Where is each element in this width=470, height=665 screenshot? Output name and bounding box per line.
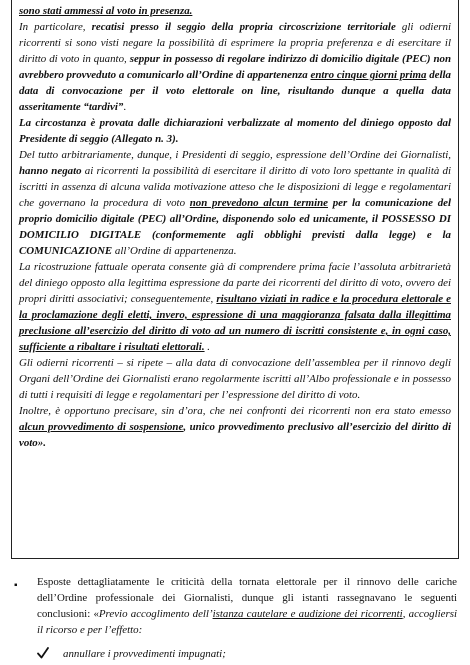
paragraph-5: La ricostruzione fattuale operata consente già di comprendere prima facie l’assoluta arbitrarietà del diniego opposto alla legittima espressione da parte dei ricorrenti del diritto di voto, ovvero dei propri diritti associativi; conseguentemente, risultano viziati in radice e la procedura elettorale e la proclamazione degli eletti, invero, espressione di una maggioranza falsata dalla illegittima preclusione all’esercizio del diritto di voto ad un numero di iscritti consistente e, in ogni caso, sufficiente a ribaltare i risultati elettorali. . (19, 261, 451, 353)
quoted-text (19, 3, 451, 451)
paragraph-7: Inoltre, è opportuno precisare, sin d’ora, che nei confronti dei ricorrenti non era stato emesso alcun provvedimento di sospensione, unico provvedimento preclusivo all’esercizio del diritto di voto». (19, 405, 451, 449)
paragraph-4: Del tutto arbitrariamente, dunque, i Presidenti di seggio, espressione dell’Ordine dei Giornalisti, hanno negato ai ricorrenti la possibilità di esercitare il diritto di voto loro spettante in qualità di iscritti in assenza di alcuna valida motivazione atteso che le disposizioni di legge e regolamentari che governano la procedura di voto non prevedono alcun termine per la comunicazione del proprio domicilio digitale (PEC) all’Ordine, disponendo solo ed unicamente, il POSSESSO DI DOMICILIO DIGITALE (conformemente agli obblighi previsti dalla legge) e la COMUNICAZIONE all’Ordine di appartenenza. (19, 149, 451, 257)
paragraph-1: sono stati ammessi al voto in presenza. (19, 5, 193, 17)
paragraph-6: Gli odierni ricorrenti – si ripete – alla data di convocazione dell’assemblea per il rinnovo degli Organi dell’Ordine dei Giornalisti erano regolarmente iscritti all’Albo professionale e in possesso di tutti i requisiti di legge e regolamentari per l’espressione del diritto di voto. (19, 357, 451, 401)
bullet-icon: ▪ (14, 580, 18, 591)
paragraph-3: La circostanza è provata dalle dichiarazioni verbalizzate al momento del diniego opposto dal Presidente di seggio (Allegato n. 3). (19, 117, 451, 145)
checklist-item-text: annullare i provvedimenti impugnati; (63, 648, 226, 660)
quoted-text-box (11, 0, 459, 559)
conclusions-paragraph: Esposte dettagliatamente le criticità della tornata elettorale per il rinnovo delle cariche dell’Ordine professionale dei Giornalisti, dunque gli istanti rassegnavano le seguenti conclusioni: «Previo accoglimento dell’istanza cautelare e audizione dei ricorrenti, accogliersi il ricorso e per l’effetto: (37, 576, 458, 636)
paragraph-2: In particolare, recatisi presso il seggio della propria circoscrizione territoriale gli odierni ricorrenti si sono visti negare la possibilità di esprimere la propria preferenza e di esercitare il diritto di voto in quanto, seppur in possesso di regolare indirizzo di domicilio digitale (PEC) non avrebbero provveduto a comunicarlo all’Ordine di appartenenza entro cinque giorni prima della data di convocazione per il voto elettorale on line, risultando dunque a quella data asseritamente “tardivi”. (19, 21, 452, 113)
checkmark-icon (37, 646, 49, 660)
